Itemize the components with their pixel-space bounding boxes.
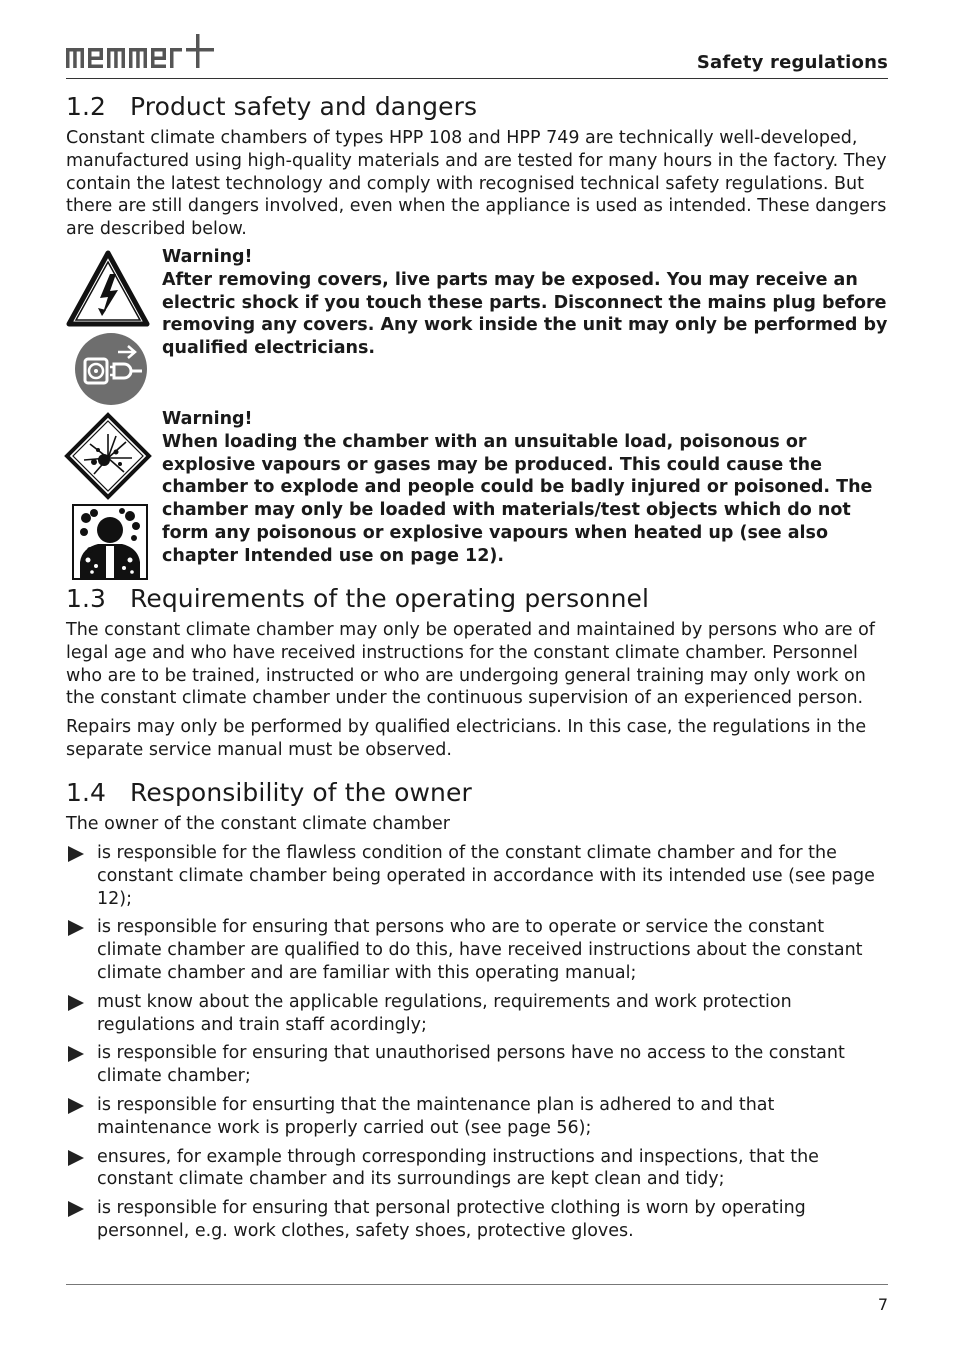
heading-number: 1.2 [66,92,107,121]
list-item: must know about the applicable regulations, requirements and work protection regulations and train staff acordingly; [66,991,888,1037]
warning-2-title: Warning! [162,409,253,429]
logo-text: memmert [66,32,71,33]
heading-1-2 [66,92,477,121]
memmert-logo [66,32,216,72]
warning-1-title: Warning! [162,247,253,267]
header-divider [66,78,888,79]
toxic-vapour-hazard-icon [72,504,148,580]
list-item: ensures, for example through corresponding instructions and inspections, that the constant climate chamber and its surroundings are kept clean and tidy; [66,1146,888,1192]
list-item: is responsible for ensuring that unauthorised persons have no access to the constant climate chamber; [66,1042,888,1088]
heading-number: 1.3 [66,584,107,613]
section-1-3-para-2: Repairs may only be performed by qualified electricians. In this case, the regulations in the separate service manual must be observed. [66,717,867,760]
bullet-arrow-icon [68,1150,84,1166]
owner-responsibility-list [66,842,888,1249]
list-item: is responsible for ensuring that persons who are to operate or service the constant climate chamber are qualified to do this, have received instructions about the constant climate chamber and are familiar with this operating manual; [66,916,888,984]
bullet-arrow-icon [68,995,84,1011]
list-item: is responsible for the flawless condition of the constant climate chamber and for the constant climate chamber being operated in accordance with its intended use (see page 12); [66,842,888,910]
list-item: is responsible for ensuring that personal protective clothing is worn by operating personnel, e.g. work clothes, safety shoes, protective gloves. [66,1197,888,1243]
bullet-arrow-icon [68,1046,84,1062]
warning-1 [162,246,888,360]
bullet-arrow-icon [68,1098,84,1114]
section-1-3-para-1: The constant climate chamber may only be operated and maintained by persons who are of legal age and who have received instructions for the constant climate chamber. Personnel who are to be trained, instructed or who are undergoing general training may only work on the constant climate chamber under the continuous supervision of an experienced person. [66,620,875,709]
heading-title: Requirements of the operating personnel [130,584,650,613]
bullet-arrow-icon [68,1201,84,1217]
bullet-arrow-icon [68,920,84,936]
heading-number: 1.4 [66,778,107,807]
bullet-arrow-icon [68,846,84,862]
list-item: is responsible for ensurting that the maintenance plan is adhered to and that maintenance work is properly carried out (see page 56); [66,1094,888,1140]
disconnect-mains-plug-icon [74,332,148,406]
warning-2 [162,408,888,568]
section-1-2-intro: Constant climate chambers of types HPP 108 and HPP 749 are technically well-developed, manufactured using high-quality materials and are tested for many hours in the factory. They contain the latest technology and comply with recognised technical safety regulations. But there are still dangers involved, even when the appliance is used as intended. These dangers are described below. [66,128,887,240]
section-1-4-intro: The owner of the constant climate chamber [66,814,450,834]
warning-2-text: When loading the chamber with an unsuitable load, poisonous or explosive vapours or gases may be produced. This could cause the chamber to explode and people could be badly injured or poisoned. The chamber may only be loaded with materials/test objects which do not form any poisonous or explosive vapours when heated up (see also chapter Intended use on page 12). [162,431,873,566]
heading-title: Product safety and dangers [130,92,478,121]
explosive-hazard-icon [64,412,152,500]
footer-divider [66,1284,888,1285]
heading-title: Responsibility of the owner [130,778,472,807]
electric-shock-warning-icon [66,250,150,328]
running-header-section: Safety regulations [696,52,888,73]
page-number: 7 [877,1295,888,1314]
heading-1-3 [66,584,649,613]
heading-1-4 [66,778,472,807]
warning-1-text: After removing covers, live parts may be exposed. You may receive an electric shock if you touch these parts. Disconnect the mains plug before removing any covers. Any work inside the unit may only be performed by qualified electricians. [162,269,888,359]
